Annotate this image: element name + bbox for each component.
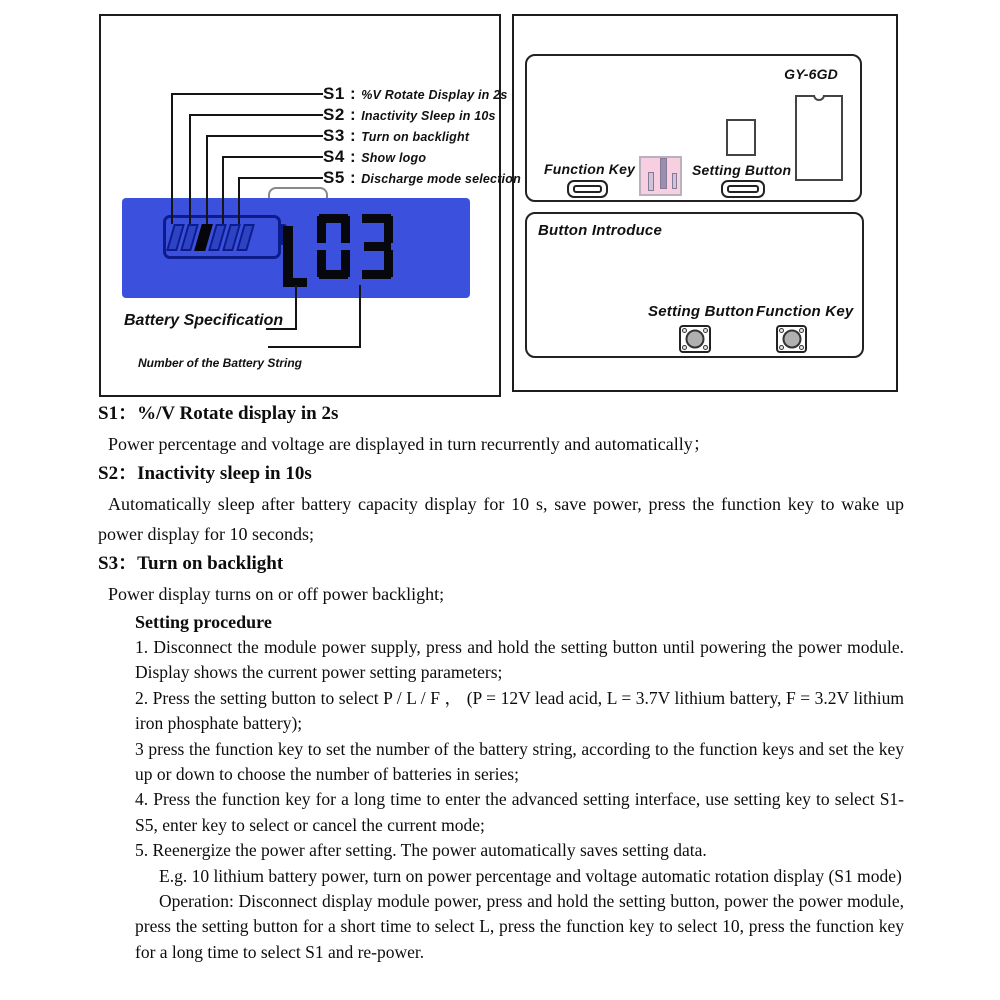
- callout-label-s5: [323, 168, 521, 188]
- callout-line-s1: [171, 93, 173, 224]
- callout-line-s3: [206, 135, 208, 224]
- bottom-function-key-label: Function Key: [756, 303, 854, 320]
- setting-tactile-button: [679, 325, 711, 353]
- section-heading-s2: S2：Inactivity sleep in 10s: [98, 463, 312, 484]
- callout-line-s2: [189, 114, 191, 224]
- procedure-example: E.g. 10 lithium battery power, turn on power percentage and voltage automatic rotation display (S1 mode): [159, 865, 902, 886]
- callout-line-s2: [189, 114, 323, 116]
- setting-procedure: [135, 609, 904, 965]
- lcd-digits: [283, 214, 395, 293]
- procedure-step-5: 5. Reenergize the power after setting. The power automatically saves setting data.: [135, 840, 707, 861]
- callout-label-s4: [323, 147, 426, 167]
- setting-button: [721, 180, 765, 198]
- lcd-diagram-panel: [99, 14, 521, 397]
- callout-line-s4: [222, 156, 224, 224]
- section-heading-s1: S1：%/V Rotate display in 2s: [98, 403, 339, 424]
- s2-text: Inactivity Sleep in 10s: [361, 109, 496, 123]
- ic-notch: [813, 95, 825, 101]
- s1-tag: S1 :: [323, 84, 357, 103]
- module-top-view-box: [525, 54, 862, 202]
- section-heading-s3: S3：Turn on backlight: [98, 553, 284, 574]
- callout-line-s4: [222, 156, 323, 158]
- section-body-s3: Power display turns on or off power backlight;: [108, 584, 445, 604]
- callout-line-s5: [238, 177, 240, 224]
- connector-slot: [672, 173, 677, 189]
- procedure-operation: Operation: Disconnect display module power, press and hold the setting button, power the power module, press the setting button for a short time to select L, press the function key to select 10, press the function key for a long time to select S1 and re-power.: [135, 891, 904, 962]
- procedure-step-1: 1. Disconnect the module power supply, press and hold the setting button until powering the power module. Display shows the current power setting parameters;: [135, 637, 904, 683]
- model-label: GY-6GD: [784, 66, 838, 82]
- callout-line-s1: [171, 93, 323, 95]
- pin-connector: [639, 156, 682, 196]
- procedure-step-2: 2. Press the setting button to select P / L / F ， (P = 12V lead acid, L = 3.7V lithium battery, F = 3.2V lithium iron phosphate battery);: [135, 687, 904, 734]
- s5-tag: S5 :: [323, 168, 357, 187]
- button-introduce-box: [525, 212, 864, 358]
- setting-procedure-title: Setting procedure: [135, 612, 272, 632]
- battery-spec-label: Battery Specification: [124, 312, 284, 329]
- bottom-setting-button-label: Setting Button: [648, 303, 755, 320]
- callout-label-s2: [323, 105, 496, 125]
- connector-slot: [660, 158, 667, 189]
- seven-segment-glyphs: [283, 214, 395, 288]
- function-key-button: [567, 180, 608, 198]
- setting-button-label: Setting Button: [692, 162, 792, 178]
- s1-text: %V Rotate Display in 2s: [361, 88, 508, 102]
- button-introduce-title: Button Introduce: [538, 222, 663, 239]
- spec-callout-line: [295, 285, 297, 330]
- string-callout-line: [268, 346, 361, 348]
- s5-text: Discharge mode selection: [361, 172, 521, 186]
- s3-text: Turn on backlight: [361, 130, 470, 144]
- section-body-s2: Automatically sleep after battery capacity display for 10 s, save power, press the function key to wake up power display for 10 seconds;: [98, 494, 904, 544]
- callout-line-s5: [238, 177, 323, 179]
- s4-tag: S4 :: [323, 147, 357, 166]
- battery-string-label: Number of the Battery String: [138, 356, 303, 370]
- ic-chip-outline: [795, 95, 843, 181]
- callout-label-s3: [323, 126, 469, 146]
- s4-text: Show logo: [361, 151, 427, 165]
- string-callout-line: [359, 285, 361, 348]
- module-diagram-panel: [512, 14, 898, 392]
- function-key-label: Function Key: [544, 161, 636, 177]
- component-outline: [726, 119, 756, 156]
- s2-tag: S2 :: [323, 105, 357, 124]
- s3-tag: S3 :: [323, 126, 357, 145]
- function-tactile-button: [776, 325, 807, 353]
- procedure-step-3: 3 press the function key to set the number of the battery string, according to the function keys and set the key up or down to choose the number of batteries in series;: [135, 738, 904, 785]
- connector-slot: [648, 172, 654, 191]
- callout-line-s3: [206, 135, 323, 137]
- procedure-step-4: 4. Press the function key for a long time to enter the advanced setting interface, use setting key to select S1-S5, enter key to select or cancel the current mode;: [135, 789, 904, 835]
- section-body-s1: Power percentage and voltage are displayed in turn recurrently and automatically；: [108, 434, 711, 454]
- instructions-text: [98, 399, 904, 965]
- callout-label-s1: [323, 84, 508, 104]
